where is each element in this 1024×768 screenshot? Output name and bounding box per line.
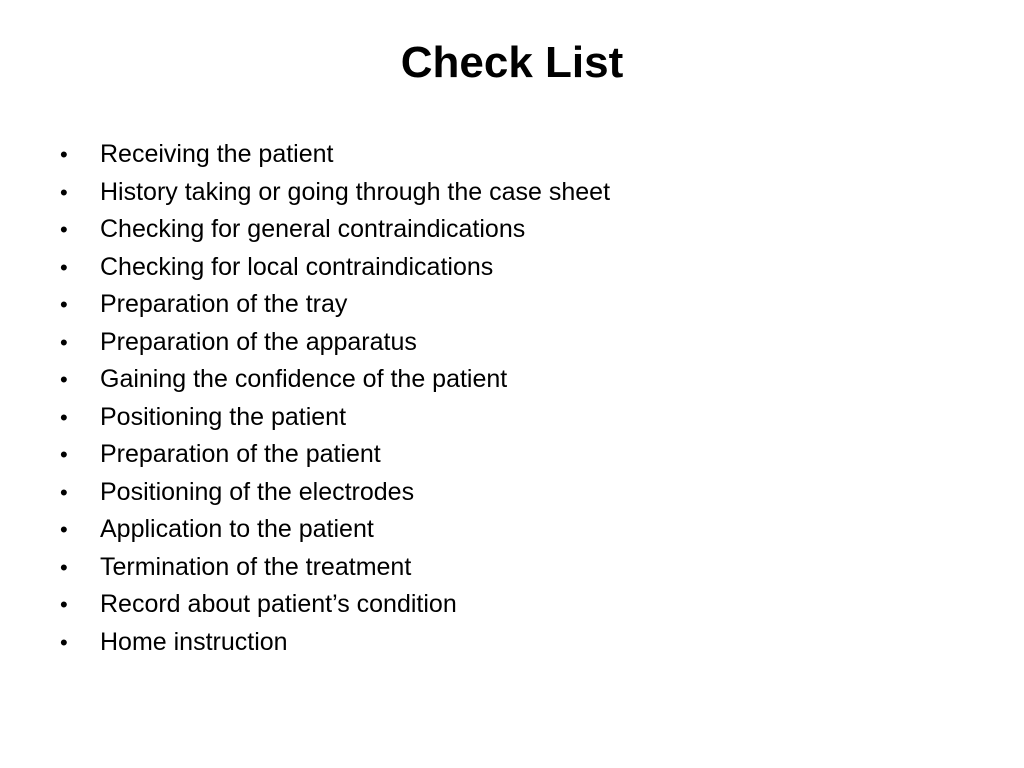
checklist	[56, 136, 976, 661]
list-item-text: Positioning of the electrodes	[100, 477, 415, 506]
bullet-icon: •	[60, 217, 68, 242]
list-item	[56, 361, 976, 399]
list-item-text: Preparation of the apparatus	[100, 327, 417, 356]
list-item	[56, 511, 976, 549]
list-item-text: Gaining the confidence of the patient	[100, 365, 508, 393]
bullet-icon: •	[60, 329, 68, 355]
bullet-icon: •	[60, 592, 68, 617]
bullet-icon: •	[60, 404, 68, 430]
bullet-icon: •	[60, 179, 68, 205]
list-item-text: Positioning the patient	[100, 402, 347, 431]
list-item-text: Preparation of the tray	[100, 290, 348, 318]
bullet-icon: •	[60, 442, 68, 467]
list-item-text: Application to the patient	[100, 515, 374, 543]
bullet-icon: •	[60, 292, 68, 317]
list-item-text: Receiving the patient	[100, 140, 334, 168]
list-item	[56, 586, 976, 624]
bullet-icon: •	[60, 254, 68, 280]
list-item-text: Termination of the treatment	[100, 552, 412, 581]
list-item-text: Preparation of the patient	[100, 440, 381, 468]
list-item	[56, 624, 976, 662]
list-item	[56, 324, 976, 362]
list-item	[56, 211, 976, 249]
list-item-text: Record about patient’s condition	[100, 590, 457, 618]
list-item	[56, 136, 976, 174]
list-item	[56, 474, 976, 512]
list-item-text: Checking for general contraindications	[100, 215, 526, 243]
bullet-icon: •	[60, 479, 68, 505]
list-item	[56, 399, 976, 437]
list-item	[56, 549, 976, 587]
list-item	[56, 249, 976, 287]
bullet-icon: •	[60, 517, 68, 542]
slide-title: Check List	[400, 38, 624, 87]
list-item	[56, 174, 976, 212]
list-item-text: History taking or going through the case sheet	[100, 177, 611, 206]
list-item	[56, 286, 976, 324]
list-item-text: Home instruction	[100, 627, 288, 656]
bullet-icon: •	[60, 367, 68, 392]
bullet-icon: •	[60, 142, 68, 167]
bullet-icon: •	[60, 629, 68, 655]
list-item-text: Checking for local contraindications	[100, 252, 494, 281]
list-item	[56, 436, 976, 474]
bullet-icon: •	[60, 554, 68, 580]
